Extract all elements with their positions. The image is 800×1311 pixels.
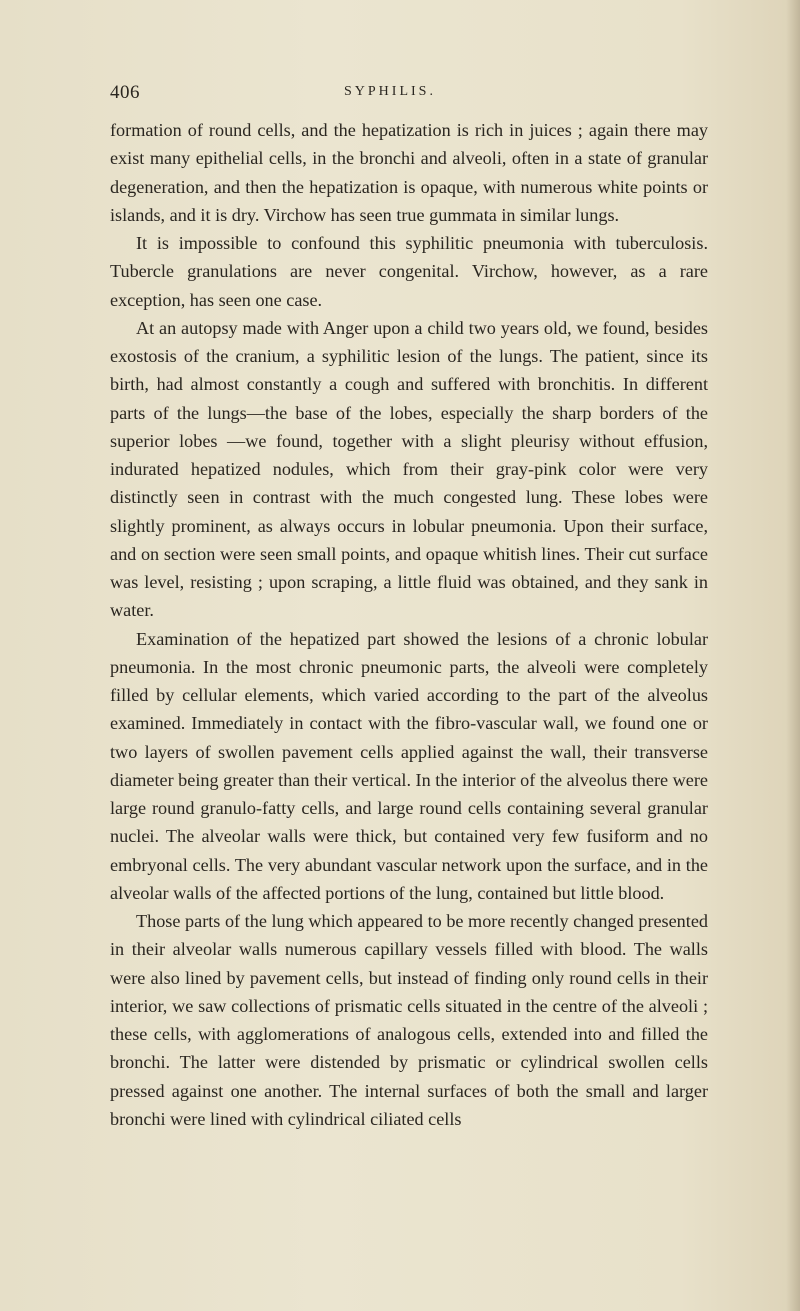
page-number: 406 [110, 82, 140, 103]
body-text [110, 116, 708, 1133]
paragraph-recent-changes: Those parts of the lung which appeared to be more recently changed presented in their alveolar walls numerous capillary vessels filled with blood. The walls were also lined by pavement cells, but instead of finding only round cells in their interior, we saw collections of prismatic cells situated in the centre of the alveoli ; these cells, with agglomerations of analogous cells, extended into and filled the bronchi. The latter were distended by prismatic or cylindrical swollen cells pressed against one another. The internal surfaces of both the small and larger bronchi were lined with cylindrical ciliated cells [110, 911, 708, 1129]
paragraph-continuation: formation of round cells, and the hepatization is rich in juices ; again there may exist many epithelial cells, in the bronchi and alveoli, often in a state of granular degeneration, and then the hepatization is opaque, with numerous white points or islands, and it is dry. Virchow has seen true gummata in similar lungs. [110, 120, 708, 225]
page-edge-shadow [786, 0, 800, 1311]
paragraph-examination: Examination of the hepatized part showed the lesions of a chronic lobular pneumonia. In the most chronic pneumonic parts, the alveoli were completely filled by cellular elements, which varied according to the part of the alveolus examined. Immediately in contact with the fibro-vascular wall, we found one or two layers of swollen pavement cells applied against the wall, their transverse diameter being greater than their vertical. In the interior of the alveolus there were large round granulo-fatty cells, and large round cells containing several granular nuclei. The alveolar walls were thick, but contained very few fusiform and no embryonal cells. The very abundant vascular network upon the surface, and in the alveolar walls of the affected portions of the lung, contained but little blood. [110, 628, 708, 903]
paragraph-tuberculosis: It is impossible to confound this syphilitic pneumonia with tuberculosis. Tubercle granulations are never congenital. Virchow, however, as a rare exception, has seen one case. [110, 233, 708, 310]
running-title: SYPHILIS. [344, 84, 436, 99]
running-head [110, 82, 710, 112]
paragraph-autopsy: At an autopsy made with Anger upon a child two years old, we found, besides exostosis of the cranium, a syphilitic lesion of the lungs. The patient, since its birth, had almost constantly a cough and suffered with bronchitis. In different parts of the lungs—the base of the lobes, especially the sharp borders of the superior lobes —we found, together with a slight pleurisy without effusion, indurated hepatized nodules, which from their gray-pink color were very distinctly seen in contrast with the much congested lung. These lobes were slightly prominent, as always occurs in lobular pneumonia. Upon their surface, and on section were seen small points, and opaque whitish lines. Their cut surface was level, resisting ; upon scraping, a little fluid was obtained, and they sank in water. [110, 317, 708, 621]
